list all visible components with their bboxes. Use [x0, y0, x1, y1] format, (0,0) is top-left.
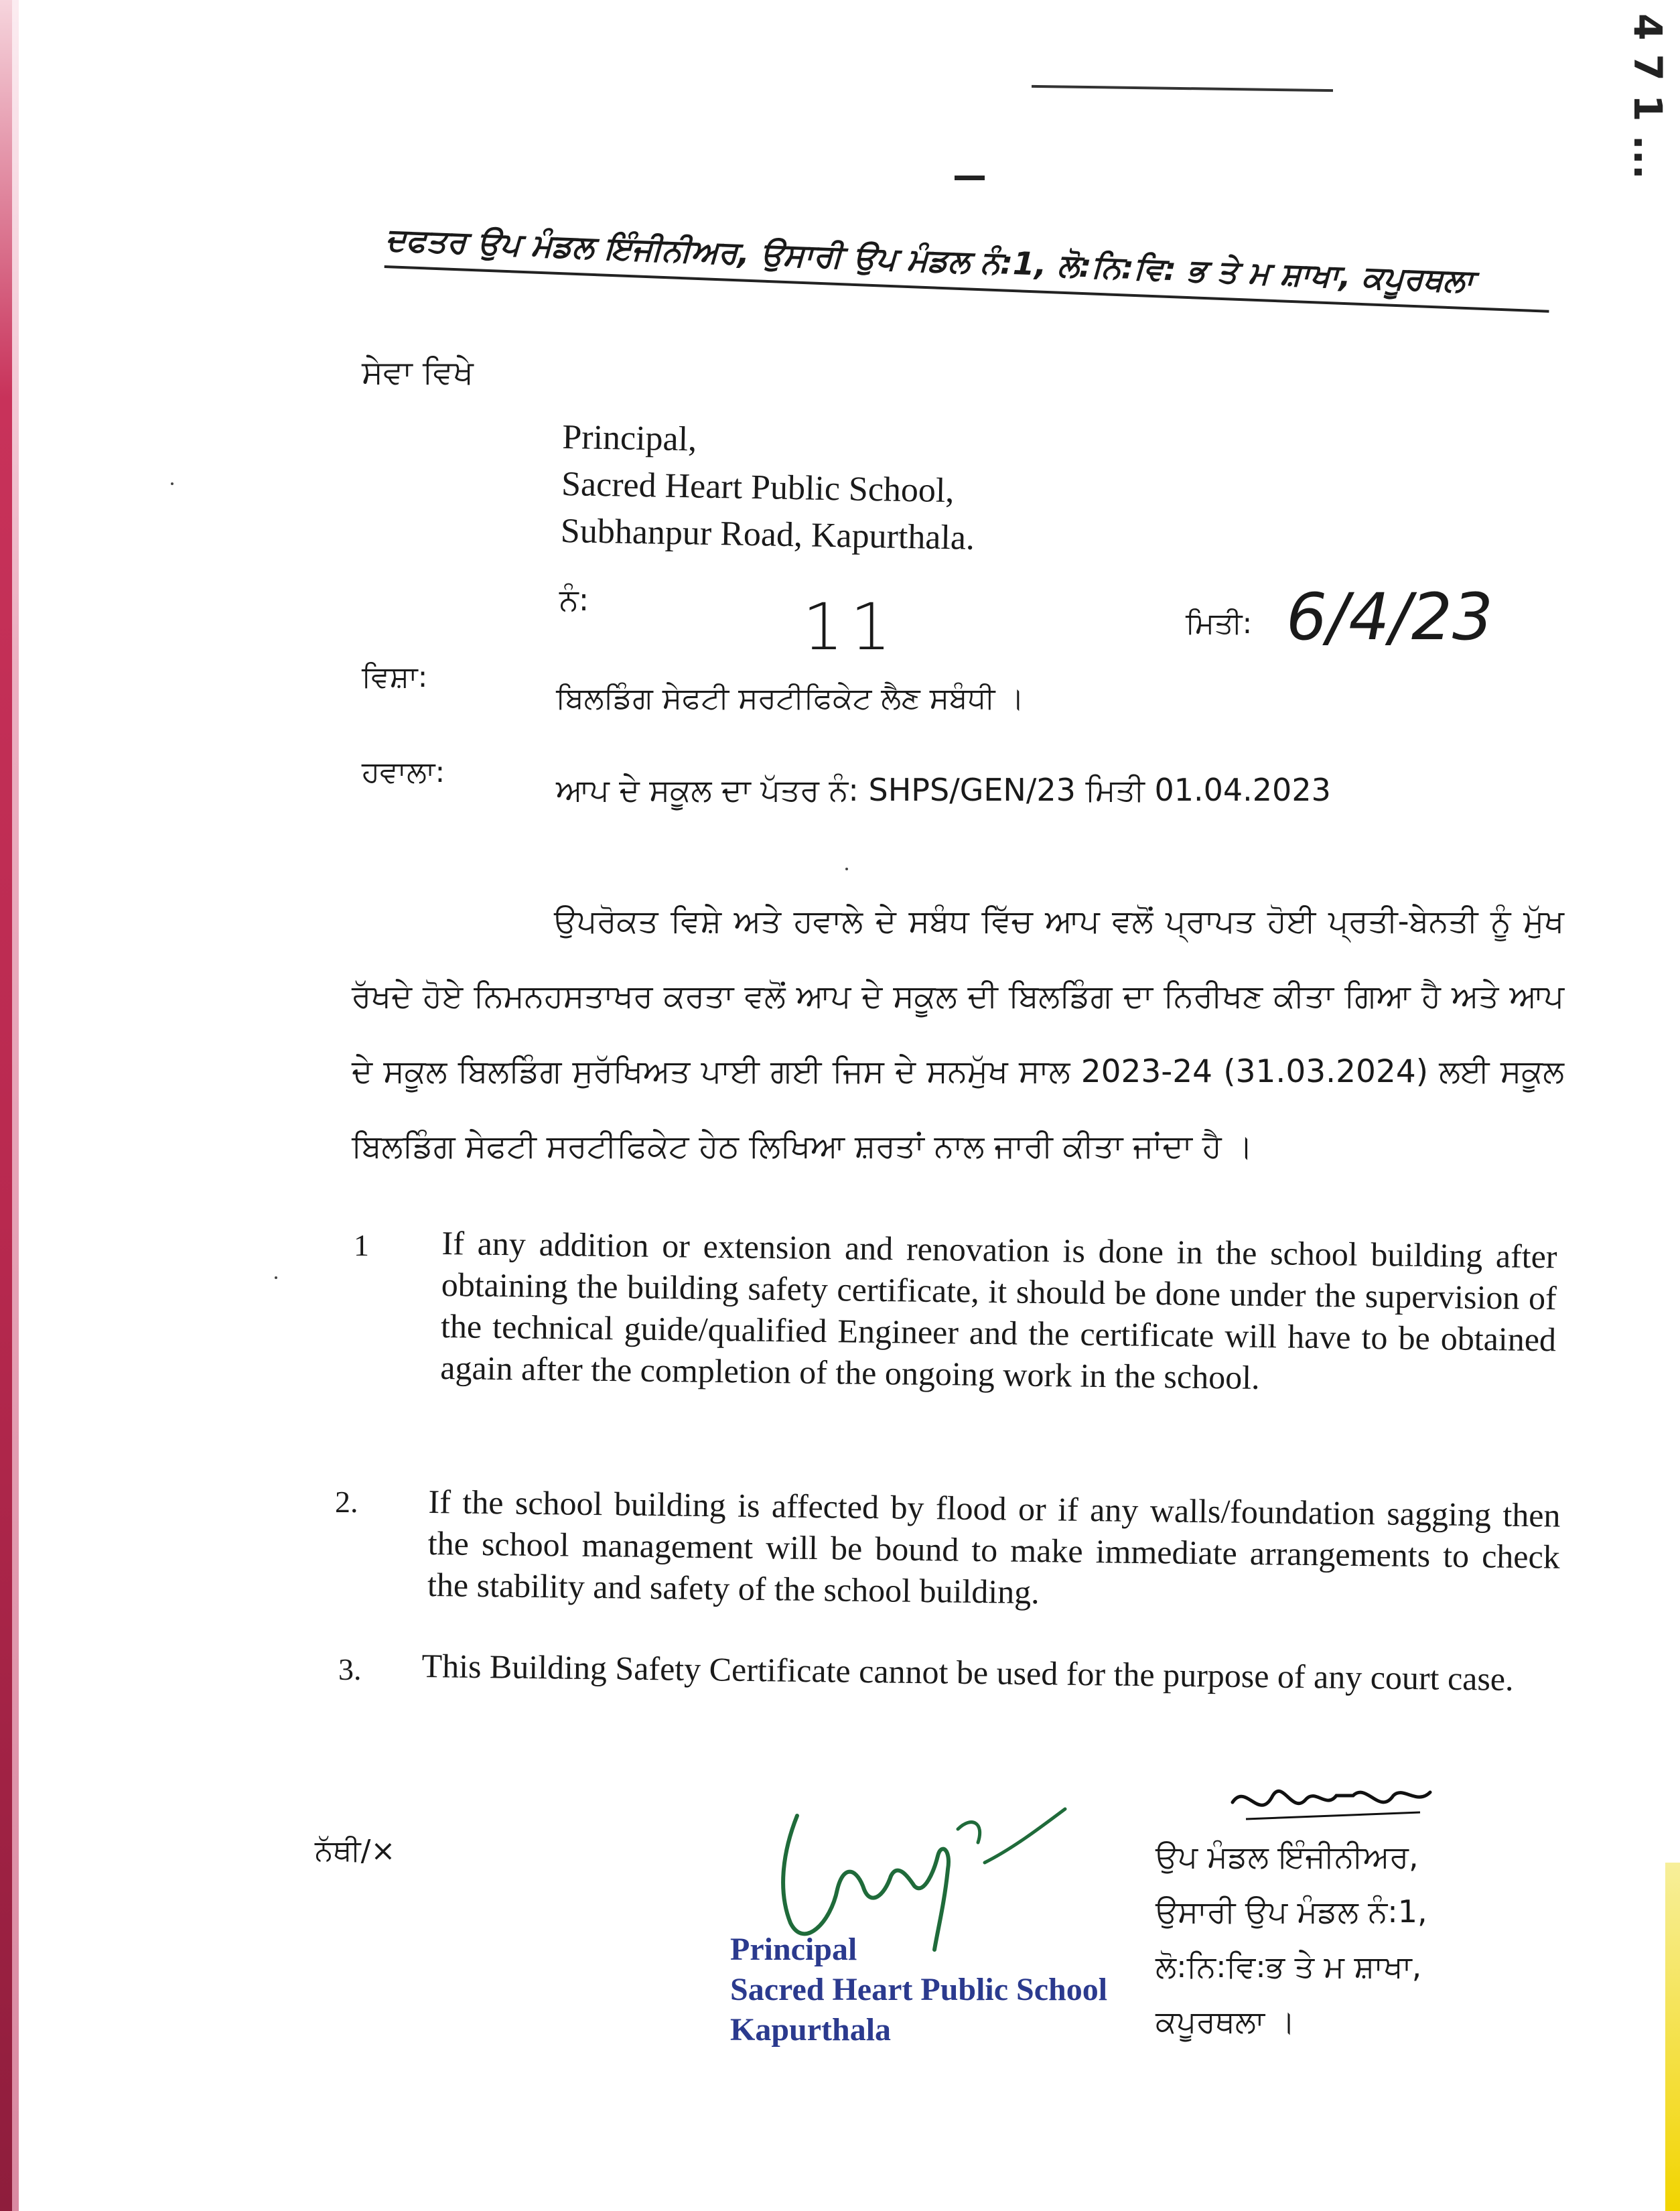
salutation: ਸੇਵਾ ਵਿਖੇ [362, 354, 474, 391]
office-header: ਦਫਤਰ ਉਪ ਮੰਡਲ ਇੰਜੀਨੀਅਰ, ਉਸਾਰੀ ਉਪ ਮੰਡਲ ਨੰ:1, ਲੋ:ਨਿ:ਵਿ: ਭ ਤੇ ਮ ਸ਼ਾਖਾ, ਕਪੂਰਥਲਾ [384, 221, 1551, 313]
condition-3-text: This Building Safety Certificate cannot be used for the purpose of any court case. [421, 1646, 1514, 1698]
ink-speck [845, 868, 848, 870]
subject-label: ਵਿਸ਼ਾ: [362, 660, 428, 694]
addressee-block [560, 414, 977, 562]
condition-3-number: 3. [338, 1652, 362, 1686]
letter-number-label: ਨੰ: [559, 582, 589, 618]
edge-marks: 4 7 1 ... [1625, 13, 1671, 180]
condition-1-text: If any addition or extension and renovation is done in the school building after obtaining the building safety certificate, it should be done under the supervision of the technical guide/qualified Engineer and the certificate will have to be obtained again after the completion of the ongoing work in the school. [440, 1223, 1557, 1396]
school-stamp [730, 1930, 1107, 2050]
enclosure-note: ਨੱਥੀ/× [315, 1834, 396, 1868]
condition-2-text: If the school building is affected by flood or if any walls/foundation sagging then the school management will be bound to make immediate arrangements to check the stability and safety of the school building. [427, 1482, 1561, 1611]
top-dash [955, 176, 985, 180]
designation-line-3: ਲੋ:ਨਿ:ਵਿ:ਭ ਤੇ ਮ ਸ਼ਾਖਾ, [1156, 1948, 1422, 1985]
stamp-line-1: Principal [730, 1932, 857, 1967]
letter-date-label: ਮਿਤੀ: [1186, 606, 1253, 641]
letter-number-value: 11 [802, 590, 898, 665]
subject-text: ਬਿਲਡਿੰਗ ਸੇਫਟੀ ਸਰਟੀਫਿਕੇਟ ਲੈਣ ਸਬੰਧੀ । [556, 681, 1025, 716]
ink-speck [171, 482, 173, 485]
designation-line-1: ਉਪ ਮੰਡਲ ਇੰਜੀਨੀਅਰ, [1156, 1838, 1419, 1875]
top-rule [1032, 85, 1333, 92]
addressee-line-3: Subhanpur Road, Kapurthala. [560, 511, 975, 557]
body-paragraph: ਉਪਰੋਕਤ ਵਿਸ਼ੇ ਅਤੇ ਹਵਾਲੇ ਦੇ ਸਬੰਧ ਵਿੱਚ ਆਪ ਵਲੋਂ ਪ੍ਰਾਪਤ ਹੋਈ ਪ੍ਰਤੀ-ਬੇਨਤੀ ਨੂੰ ਮੁੱਖ ਰੱਖਦੇ ਹੋਏ ਨਿਮਨਹਸਤਾਖਰ ਕਰਤਾ ਵਲੋਂ ਆਪ ਦੇ ਸਕੂਲ ਦੀ ਬਿਲਡਿੰਗ ਦਾ ਨਿਰੀਖਣ ਕੀਤਾ ਗਿਆ ਹੈ ਅਤੇ ਆਪ ਦੇ ਸਕੂਲ ਬਿਲਡਿੰਗ ਸੁਰੱਖਿਅਤ ਪਾਈ ਗਈ ਜਿਸ ਦੇ ਸਨਮੁੱਖ ਸਾਲ 2023-24 (31.03.2024) ਲਈ ਸਕੂਲ ਬਿਲਡਿੰਗ ਸੇਫਟੀ ਸਰਟੀਫਿਕੇਟ ਹੇਠ ਲਿਖਿਆ ਸ਼ਰਤਾਂ ਨਾਲ ਜਾਰੀ ਕੀਤਾ ਜਾਂਦਾ ਹੈ । [352, 903, 1564, 1165]
addressee-line-1: Principal, [561, 417, 697, 459]
addressee-line-2: Sacred Heart Public School, [561, 464, 955, 511]
condition-1-number: 1 [354, 1228, 369, 1262]
page-edge-yellow [1665, 1863, 1680, 2211]
ink-speck [275, 1276, 277, 1279]
condition-2-number: 2. [335, 1485, 358, 1519]
reference-label: ਹਵਾਲਾ: [362, 755, 445, 789]
stamp-line-2: Sacred Heart Public School [730, 1972, 1108, 2007]
signatory-designation [1156, 1829, 1427, 2049]
reference-text: ਆਪ ਦੇ ਸਕੂਲ ਦਾ ਪੱਤਰ ਨੰ: SHPS/GEN/23 ਮਿਤੀ 01.04.2023 [556, 772, 1331, 808]
page-edge-red [0, 0, 12, 2211]
designation-line-2: ਉਸਾਰੀ ਉਪ ਮੰਡਲ ਨੰ:1, [1156, 1893, 1427, 1930]
stamp-line-3: Kapurthala [730, 2012, 892, 2048]
letter-date-value: 6/4/23 [1286, 580, 1493, 655]
page-edge-pink [12, 0, 19, 2211]
designation-line-4: ਕਪੂਰਥਲਾ । [1156, 2003, 1296, 2039]
engineer-signature [1219, 1769, 1440, 1836]
